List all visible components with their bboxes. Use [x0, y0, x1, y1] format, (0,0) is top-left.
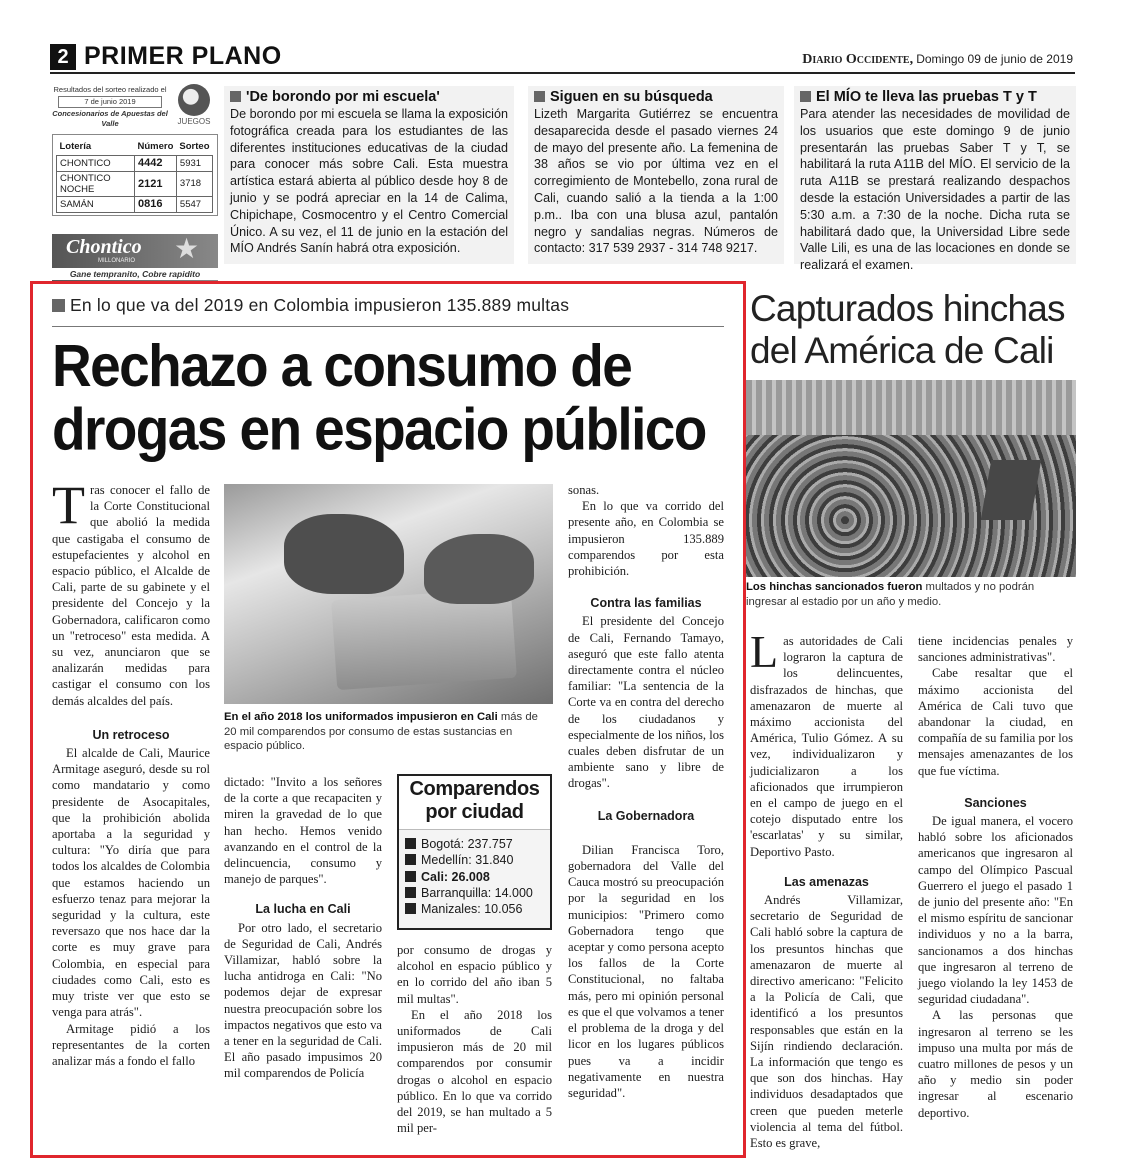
juegos-logo-text: JUEGOS	[177, 117, 211, 126]
headline-line-1: Rechazo a consumo de	[52, 331, 632, 399]
brief-text: Lizeth Margarita Gutiérrez se encuentra desaparecida desde el pasado viernes 24 de mayo del presente año. La femenina de 38 años se vio por última vez en el corregimiento de Montebello, zona rural de Cali, cuando salió a la tienda a la 1:00 p.m.. Iba con una blusa azul, pantalón negro y sandalias negras. Números de contacto: 317 539 2937 - 314 748 9217.	[534, 107, 778, 256]
list-item: Bogotá: 237.757	[405, 836, 544, 852]
paragraph: tiene incidencias penales y sanciones administrativas".	[918, 634, 1073, 665]
paragraph: Cabe resaltar que el máximo accionista del América de Cali tuvo que abandonar la ciudad, en compañía de su familia por los mensajes amenazantes de los que fue víctima.	[918, 666, 1073, 778]
subheading: La Gobernadora	[597, 808, 695, 823]
paragraph: A las personas que ingresaron al terreno se les impuso una multa por más de cuatro millones de pesos y un año y medio sin poder ingresar al escenario deportivo.	[918, 1008, 1073, 1120]
paragraph: En el año 2018 los uniformados de Cali impusieron más de 20 mil comparendos por consumir drogas o alcohol en espacio público. En lo que va corrido del 2019, se han multado a 5 mil per-	[397, 1007, 552, 1136]
article-kicker	[52, 295, 724, 316]
brief-text: Para atender las necesidades de movilidad de los usuarios que este domingo 9 de junio presentarán las pruebas Saber T y T, se habilitará la ruta A11B del MÍO. El servicio de la ruta A11B se prestará realizando despachos desde la estación Universidades a partir de las 5:30 a.m. a 7:30 de la noche. Dicha ruta se habilitará dado que, la Universidad Libre sede Valle Lili, es una de las locaciones en donde se realizará el examen.	[800, 107, 1070, 273]
chontico-brand: Chontico	[66, 236, 142, 258]
lottery-name: CHONTICO NOCHE	[57, 171, 135, 196]
lottery-caption-line1: Resultados del sorteo realizado el	[53, 85, 167, 94]
photo-hands	[284, 514, 404, 594]
side-caption-bold: Los hinchas sancionados fueron	[746, 581, 923, 593]
paper-name: Diario Occidente,	[802, 52, 914, 67]
square-bullet-icon	[534, 91, 545, 102]
brief-text: De borondo por mi escuela se llama la exposición fotográfica creada para los estudiantes de las diferentes instituciones educativas de la ciudad para conocer más sobre Cali. Esta muestra artística estará abierta al público desde hoy 8 de junio y se podrá apreciar en la 14 de Calima, Chipichape, Cosmocentro y el Centro Comercial Único. A su vez, el 11 de junio en la estación del MÍO Andrés Sanín habrá otra exposición.	[230, 107, 508, 256]
paragraph: Andrés Villamizar, secretario de Seguridad de Cali habló sobre la captura de los presuntos hinchas que amenazaron de muerte al directivo americano: "Felicito a la Policía de Cali, que identificó a los presuntos responsables que están en la Sijín rindiendo declaración. La información que tengo es que son dos hinchas. Hay individuos desadaptados que creen que pueden meterle violencia al tema del fútbol. Esto es grave,	[750, 893, 903, 1151]
brief-3	[794, 86, 1076, 273]
paragraph: De igual manera, el vocero habló sobre los aficionados americanos que ingresaron al campo del Olímpico Pascual Guerrero el juego el pasado 1 de junio del presente año: "En el mismo espíritu de sancionar individuos y no a la barra, sancionamos a dos hinchas que ingresaron al terreno de juego violando la ley 1453 de seguridad ciudadana".	[918, 814, 1073, 1007]
box-title-line-1: Comparendos	[409, 778, 540, 800]
subheading: Contra las familias	[590, 596, 702, 611]
col-header-sorteo: Sorteo	[179, 141, 210, 153]
fans-photo	[746, 380, 1076, 577]
lottery-table-header	[57, 139, 213, 155]
juegos-logo-icon	[178, 84, 210, 116]
square-bullet-icon	[405, 838, 416, 849]
lottery-draw: 5931	[176, 155, 212, 171]
side-headline	[750, 288, 1080, 372]
list-item: Cali: 26.008	[405, 869, 544, 885]
main-column-3	[397, 942, 552, 1136]
list-item: Manizales: 10.056	[405, 901, 544, 917]
lottery-number: 2121	[135, 171, 177, 196]
main-column-4	[568, 482, 724, 1101]
paragraph: Dilian Francisca Toro, gobernadora del Valle del Cauca mostró su preocupación por la seguridad en los municipios: "Primero como Gobernadora tengo que aceptar y como persona acepto los fallos de la Corte Constitucional, no faltaba más, pero mi opinión personal es que el que volvamos a tener el problema de la droga y del licor en los lugares públicos pues va a incidir negativamente en nuestra seguridad".	[568, 842, 724, 1100]
paragraph: Armitage pidió a los representantes de la corten analizar más a fondo el fallo	[52, 1021, 210, 1068]
page-number: 2	[50, 44, 76, 70]
section-title: PRIMER PLANO	[84, 42, 282, 70]
square-bullet-icon	[800, 91, 811, 102]
chontico-ad	[52, 234, 218, 282]
paragraph: En lo que va corrido del presente año, en Colombia se impusieron 135.889 comparendos por esta prohibición.	[568, 499, 724, 579]
lottery-draw: 3718	[176, 171, 212, 196]
headline-line-2: drogas en espacio público	[52, 395, 706, 463]
box-list	[399, 830, 550, 923]
photo-caption-rest: más de 20 mil comparendos por consumo de estas sustancias en espacio público.	[224, 711, 538, 752]
square-bullet-icon	[230, 91, 241, 102]
paper-name-date	[802, 52, 1073, 68]
photo-caption-bold: En el año 2018 los uniformados impusieron en Cali	[224, 711, 498, 723]
subheading: La lucha en Cali	[255, 902, 351, 917]
lottery-number: 4442	[135, 155, 177, 171]
paragraph: Por otro lado, el secretario de Seguridad de Cali, Andrés Villamizar, habló sobre la lucha antidroga en Cali: "No podemos dejar de expresar nuestra preocupación sobre los impactos negativos que esto va a tener en la seguridad de Cali. El año pasado impusimos 20 mil comparendos de Policía	[224, 920, 382, 1081]
subheading: Las amenazas	[784, 874, 869, 889]
lottery-name: SAMÁN	[57, 196, 135, 212]
paragraph: El alcalde de Cali, Maurice Armitage aseguró, desde su rol como mandatario y como presidente de Asocapitales, que la prohibición abolida aportaba a la seguridad y cultura: "Yo diría que para todos los alcaldes de Colombia que estamos haciendo un esfuerzo tenaz para mejorar la seguridad y la cultura, este reversazo que nos hace dar la corte es muy grave para Colombia, en especial para ciudades como Cali, esto es muy triste ver que esto se venga para atrás".	[52, 746, 210, 1020]
kicker-text: En lo que va del 2019 en Colombia impusieron 135.889 multas	[70, 295, 570, 315]
photo-stadium-stand	[746, 380, 1076, 435]
table-row	[57, 171, 213, 196]
kicker-rule	[52, 326, 724, 327]
main-column-2	[224, 774, 382, 1082]
photo-caption	[224, 710, 553, 754]
brief-1	[224, 86, 514, 264]
square-bullet-icon	[405, 887, 416, 898]
drop-cap: T	[52, 475, 85, 535]
table-row	[57, 196, 213, 212]
lottery-table	[56, 139, 213, 213]
side-headline-line-1: Capturados hinchas	[750, 288, 1065, 329]
col-header-numero: Número	[137, 141, 174, 153]
side-column-2	[918, 633, 1073, 1121]
main-headline	[52, 331, 732, 463]
brief-title: 'De borondo por mi escuela'	[246, 89, 440, 105]
paragraph: sonas.	[568, 483, 600, 497]
lottery-draw: 5547	[176, 196, 212, 212]
col-header-loteria: Lotería	[59, 141, 92, 153]
header-rule	[50, 72, 1075, 74]
side-photo-caption	[746, 580, 1076, 609]
drugs-photo	[224, 484, 553, 704]
comparendos-box	[397, 774, 552, 930]
paragraph: El presidente del Concejo de Cali, Fernando Tamayo, aseguró que este fallo atenta directamente contra el núcleo familiar: "La sentencia de la Corte va en contra del derecho de los ciudadanos y especialmente de los niños, los cuales deben disfrutar de un ambiente sano y libre de drogas".	[568, 614, 724, 791]
list-item: Barranquilla: 14.000	[405, 885, 544, 901]
paragraph: as autoridades de Cali lograron la captura de los delincuentes, disfrazados de hinchas, que amenazaron de muerte al máximo accionista del América, Tulio Gómez. A su vez, individualizaron y judicializaron a los aficionados que irrumpieron en el campo de juego en el cotejo disputado entre los 'escarlatas' y su similar, Deportivo Pasto.	[750, 634, 903, 859]
lottery-caption	[50, 85, 170, 129]
main-column-1	[52, 475, 210, 1069]
lottery-caption-line2: Concesionarios de Apuestas del Valle	[52, 109, 168, 128]
chontico-sub: MILLONARIO	[98, 258, 136, 264]
side-headline-line-2: del América de Cali	[750, 330, 1054, 371]
square-bullet-icon	[405, 871, 416, 882]
square-bullet-icon	[405, 903, 416, 914]
lottery-number: 0816	[135, 196, 177, 212]
photo-hands-right	[424, 534, 534, 604]
brief-2	[528, 86, 784, 264]
star-icon: ★	[174, 234, 200, 265]
drop-cap: L	[750, 626, 779, 677]
lottery-caption-date: 7 de junio 2019	[58, 96, 162, 108]
paragraph: dictado: "Invito a los señores de la corte a que recapaciten y miren la gravedad de lo que han hecho. Hemos venido avanzando en el control de la delincuencia, consumo y manejo de parques".	[224, 775, 382, 887]
juegos-logo	[172, 84, 216, 128]
chontico-slogan: Gane tempranito, Cobre rapidito	[52, 268, 218, 280]
brief-title: El MÍO te lleva las pruebas T y T	[816, 89, 1037, 105]
brief-title: Siguen en su búsqueda	[550, 89, 713, 105]
box-title-line-2: por ciudad	[425, 801, 524, 823]
box-title	[399, 776, 550, 830]
subheading: Un retroceso	[92, 727, 170, 742]
side-caption-rest: multados y no podrán ingresar al estadio por un año y medio.	[746, 581, 1035, 608]
photo-flag	[981, 460, 1042, 520]
header-date: Domingo 09 de junio de 2019	[916, 52, 1073, 66]
lottery-results	[50, 82, 220, 282]
lottery-name: CHONTICO	[57, 155, 135, 171]
page-header	[50, 40, 1075, 72]
list-item: Medellín: 31.840	[405, 852, 544, 868]
paragraph: por consumo de drogas y alcohol en espacio público y en lo corrido del año iban 5 mil multas".	[397, 943, 552, 1006]
side-column-1	[750, 626, 903, 1151]
paragraph: ras conocer el fallo de la Corte Constitucional que abolió la medida que castigaba el consumo de estupefacientes y alcohol en espacio público, el Alcalde de Cali, parte de su gabinete y el presidente del Concejo y la Gobernadora, calificaron como un "retroceso" esta medida. A su vez, anunciaron que se analizarán medidas para castigar el consumo con los demás alcaldes del país.	[52, 483, 210, 708]
subheading: Sanciones	[964, 795, 1027, 810]
square-bullet-icon	[405, 854, 416, 865]
square-bullet-icon	[52, 299, 65, 312]
table-row	[57, 155, 213, 171]
lottery-table-wrap	[52, 134, 218, 216]
